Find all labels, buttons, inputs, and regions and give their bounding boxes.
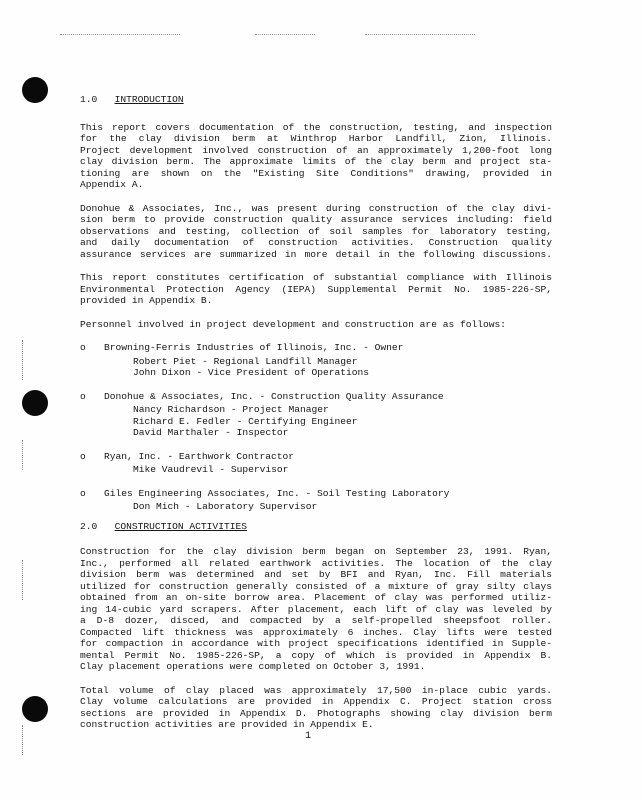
personnel-entry: John Dixon - Vice President of Operations	[133, 367, 370, 378]
personnel-entry: Don Mich - Laboratory Supervisor	[133, 501, 318, 512]
list-item: o Giles Engineering Associates, Inc. - Soil Testing Laboratory	[80, 487, 450, 499]
section-2-heading: 2.0 CONSTRUCTION ACTIVITIES	[80, 520, 247, 532]
section-2-title: CONSTRUCTION ACTIVITIES	[114, 520, 247, 532]
list-item: o Ryan, Inc. - Earthwork Contractor	[80, 450, 294, 462]
list-item: o Donohue & Associates, Inc. - Construction Quality Assurance	[80, 390, 444, 402]
intro-paragraph-3: This report constitutes certification of substantial compliance with Illinois Environmental Protection Agency (IEPA) Supplemental Permit No. 1985-226-SP, provided in Appendix B.	[80, 272, 552, 306]
scan-artifact-top	[365, 34, 475, 36]
personnel-entry: David Marthaler - Inspector	[133, 427, 289, 438]
page-number: 1	[305, 731, 312, 742]
scan-artifact-top	[60, 34, 180, 36]
intro-paragraph-4: Personnel involved in project development and construction are as follows:	[80, 318, 507, 330]
list-item: o Browning-Ferris Industries of Illinois, Inc. - Owner	[80, 342, 404, 353]
scan-artifact-margin	[22, 560, 26, 600]
document-page	[80, 94, 552, 743]
intro-paragraph-2: Donohue & Associates, Inc., was present during construction of the clay divi- sion berm to provide construction quality assurance services including: field observations and testing, collection of soil samples for laboratory testing, and daily documentation of construction activities. Construction quality assurance services are summarized in more detail in the following discussions.	[80, 202, 552, 260]
hole-punch-middle	[22, 390, 48, 416]
personnel-entry: Nancy Richardson - Project Manager	[133, 404, 329, 415]
hole-punch-bottom	[22, 696, 48, 722]
hole-punch-top	[22, 77, 48, 103]
section-1-title: INTRODUCTION	[114, 94, 184, 105]
scan-artifact-margin	[22, 440, 26, 470]
personnel-entry: Robert Piet - Regional Landfill Manager	[133, 355, 358, 367]
personnel-list	[80, 342, 552, 513]
scan-artifact-top	[255, 34, 315, 36]
construction-paragraph-1: Construction for the clay division berm began on September 23, 1991. Ryan, Inc., performed all related earthwork activities. The location of the clay division berm was determined and set by BFI and Ryan, Inc. Fill materials utilized for construction generally consisted of a mixture of gray silty clays obtained from an on-site borrow area. Placement of clay was performed utiliz- ing 14-cubic yard scrapers. After placement, each lift of clay was leveled by a D-8 dozer, disced, and compacted by a self-propelled sheepsfoot roller. Compacted lift thickness was approximately 6 inches. Clay lifts were tested for compaction in accordance with project specifications identified in Supple- mental Permit No. 1985-226-SP, a copy of which is provided in Appendix B. Clay placement operations were completed on October 3, 1991.	[80, 546, 552, 672]
section-1-heading: 1.0 INTRODUCTION	[80, 94, 184, 105]
intro-paragraph-1: This report covers documentation of the construction, testing, and inspection for the clay division berm at Winthrop Harbor Landfill, Zion, Illinois. Project development involved construction of an approximately 1,200-foot long clay division berm. The approximate limits of the clay berm and project sta- tioning are shown on the "Existing Site Conditions" drawing, provided in Appendix A.	[80, 121, 552, 190]
personnel-entry: Richard E. Fedler - Certifying Engineer	[133, 415, 358, 427]
scan-artifact-margin	[22, 725, 26, 755]
scan-artifact-margin	[22, 340, 26, 380]
construction-paragraph-2: Total volume of clay placed was approximately 17,500 in-place cubic yards. Clay volume calculations are provided in Appendix C. Project station cross sections are provided in Appendix D. Photographs showing clay division berm construction activities are provided in Appendix E.	[80, 684, 552, 730]
personnel-entry: Mike Vaudrevil - Supervisor	[133, 464, 289, 475]
